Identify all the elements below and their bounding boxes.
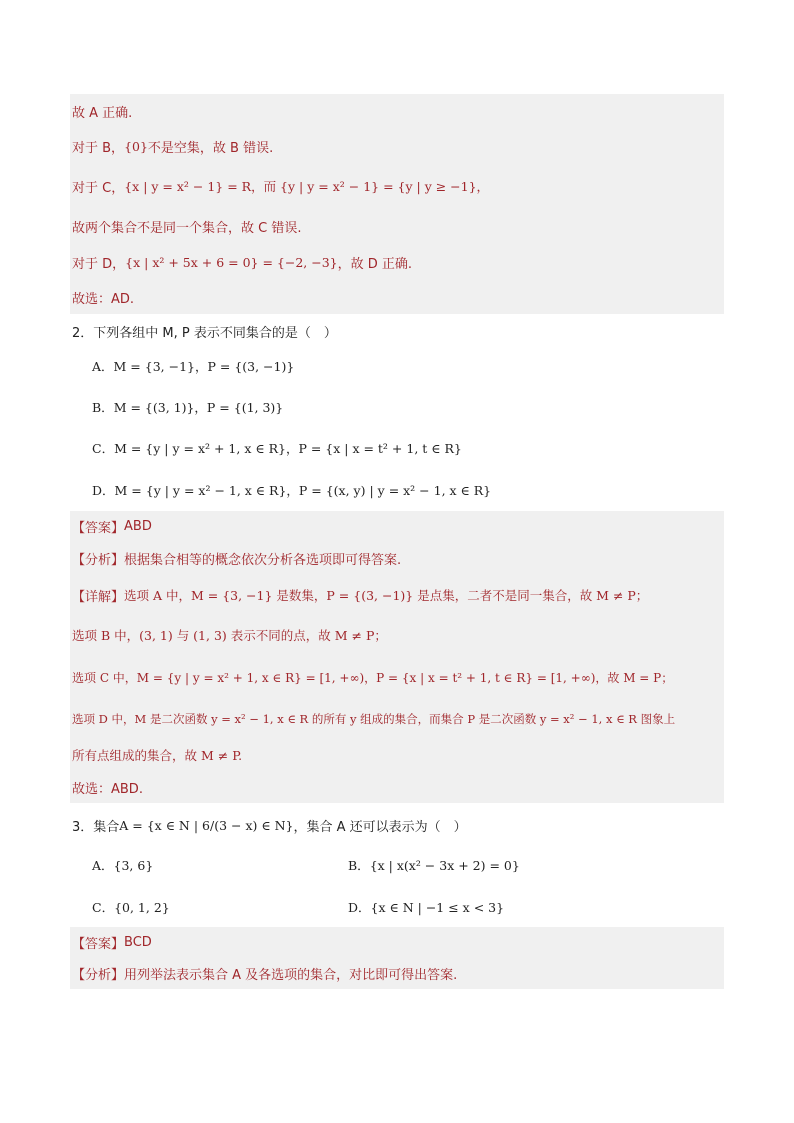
q2-detail-c: 选项 C 中，M = {y | y = x² + 1, x ∈ R} = [1, +∞)，P = {x | x = t² + 1, t ∈ R} = [1, +∞)，故 M = P； <box>70 655 724 699</box>
q2-analysis: 【分析】 根据集合相等的概念依次分析各选项即可得答案. <box>70 541 724 575</box>
q3-analysis: 【分析】 用列举法表示集合 A 及各选项的集合，对比即可得出答案. <box>70 957 724 989</box>
q2-option-d: D． M = {y | y = x² − 1, x ∈ R}，P = {(x, y) | y = x² − 1, x ∈ R} <box>92 483 492 498</box>
q3-option-a: A． {3, 6} <box>92 857 154 873</box>
solution-line: 对于 D， {x | x² + 5x + 6 = 0} = {−2, −3} ，故 D 正确. <box>70 244 724 280</box>
q3-option-d: D． {x ∈ N | −1 ≤ x < 3} <box>348 899 505 915</box>
q2-option-c: C． M = {y | y = x² + 1, x ∈ R}，P = {x | x = t² + 1, t ∈ R} <box>92 441 462 456</box>
q2-option-a: A． M = {3, −1}，P = {(3, −1)} <box>92 359 295 374</box>
q3-option-c: C． {0, 1, 2} <box>92 899 170 915</box>
question-3-stem: 3．集合 A = {x ∈ N | 6/(3 − x) ∈ N} ，集合 A 还可以表示为（ ） <box>72 817 467 835</box>
solution-line: 故两个集合不是同一个集合，故 C 错误. <box>70 208 724 244</box>
q2-final: 故选：ABD. <box>70 771 724 803</box>
q3-answer: 【答案】 BCD <box>70 927 724 957</box>
q3-option-b: B． {x | x(x² − 3x + 2) = 0} <box>348 857 520 873</box>
solution-line: 对于 B， {0} 不是空集，故 B 错误. <box>70 128 724 164</box>
question-2-stem: 2．下列各组中 M, P 表示不同集合的是（ ） <box>72 325 337 341</box>
solution-line: 故选：AD. <box>70 280 724 314</box>
q2-detail-d-cont: 所有点组成的集合，故 M ≠ P. <box>70 739 724 771</box>
solution-line: 故 A 正确. <box>70 94 724 128</box>
solution-line: 对于 C， {x | y = x² − 1} = R，而 {y | y = x² − 1} = {y | y ≥ −1}， <box>70 164 724 208</box>
q2-detail-b: 选项 B 中，(3, 1) 与 (1, 3) 表示不同的点，故 M ≠ P； <box>70 615 724 655</box>
q2-answer: 【答案】 ABD <box>70 511 724 541</box>
q2-detail-a: 【详解】 选项 A 中，M = {3, −1} 是数集，P = {(3, −1)} 是点集，二者不是同一集合，故 M ≠ P； <box>70 575 724 615</box>
q2-detail-d: 选项 D 中，M 是二次函数 y = x² − 1, x ∈ R 的所有 y 组成的集合，而集合 P 是二次函数 y = x² − 1, x ∈ R 图象上 <box>70 699 724 739</box>
q2-option-b: B． M = {(3, 1)}，P = {(1, 3)} <box>92 400 284 415</box>
